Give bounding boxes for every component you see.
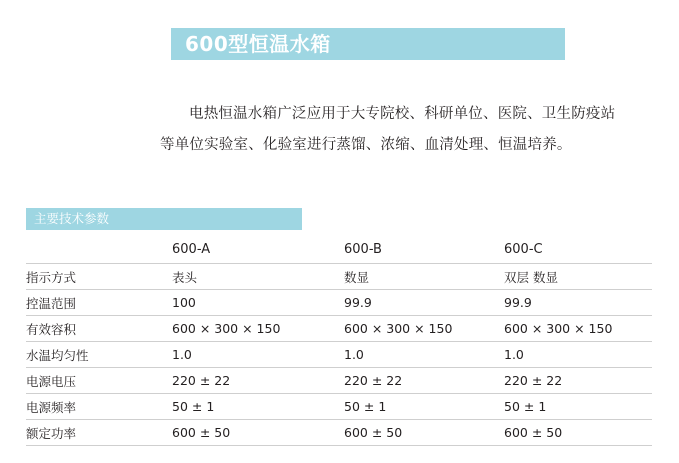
row-value-b: 600 ± 50 bbox=[344, 425, 403, 440]
row-value-c: 50 ± 1 bbox=[504, 399, 547, 414]
specs-table bbox=[26, 236, 652, 446]
row-value-a: 表头 bbox=[172, 269, 198, 285]
row-value-a: 220 ± 22 bbox=[172, 373, 231, 388]
row-value-a: 600 × 300 × 150 bbox=[172, 321, 281, 336]
row-value-a: 600 ± 50 bbox=[172, 425, 231, 440]
row-label: 控温范围 bbox=[26, 295, 77, 311]
row-label: 指示方式 bbox=[26, 269, 77, 285]
row-value-a: 50 ± 1 bbox=[172, 399, 215, 414]
row-label: 水温均匀性 bbox=[26, 347, 89, 363]
table-header-cell-b: 600-B bbox=[344, 242, 382, 257]
table-row bbox=[26, 264, 652, 290]
row-value-c: 1.0 bbox=[504, 347, 524, 362]
table-header-row bbox=[26, 236, 652, 264]
table-row bbox=[26, 368, 652, 394]
row-label: 额定功率 bbox=[26, 425, 77, 441]
section-header-specs bbox=[26, 208, 302, 230]
intro-paragraph: 电热恒温水箱广泛应用于大专院校、科研单位、医院、卫生防疫站等单位实验室、化验室进行蒸馏、浓缩、血清处理、恒温培养。 bbox=[160, 105, 616, 153]
title-banner bbox=[171, 28, 565, 60]
row-value-c: 99.9 bbox=[504, 295, 532, 310]
table-row bbox=[26, 420, 652, 446]
row-value-a: 1.0 bbox=[172, 347, 192, 362]
table-header-cell-blank bbox=[26, 236, 172, 264]
table-row bbox=[26, 316, 652, 342]
row-value-c: 220 ± 22 bbox=[504, 373, 563, 388]
table-row bbox=[26, 394, 652, 420]
table-row bbox=[26, 290, 652, 316]
row-value-b: 50 ± 1 bbox=[344, 399, 387, 414]
row-value-a: 100 bbox=[172, 295, 196, 310]
row-value-c: 双层 数显 bbox=[504, 269, 558, 285]
row-value-b: 1.0 bbox=[344, 347, 364, 362]
row-value-b: 220 ± 22 bbox=[344, 373, 403, 388]
row-value-c: 600 ± 50 bbox=[504, 425, 563, 440]
row-value-b: 数显 bbox=[344, 269, 370, 285]
table-header-cell-a: 600-A bbox=[172, 242, 211, 257]
table-header-cell-c: 600-C bbox=[504, 242, 543, 257]
row-value-c: 600 × 300 × 150 bbox=[504, 321, 613, 336]
row-value-b: 99.9 bbox=[344, 295, 372, 310]
row-label: 电源电压 bbox=[26, 373, 77, 389]
section-header-label: 主要技术参数 bbox=[34, 210, 110, 226]
row-label: 电源频率 bbox=[26, 399, 77, 415]
row-value-b: 600 × 300 × 150 bbox=[344, 321, 453, 336]
table-row bbox=[26, 342, 652, 368]
page-title: 600型恒温水箱 bbox=[185, 32, 331, 56]
row-label: 有效容积 bbox=[26, 321, 77, 337]
